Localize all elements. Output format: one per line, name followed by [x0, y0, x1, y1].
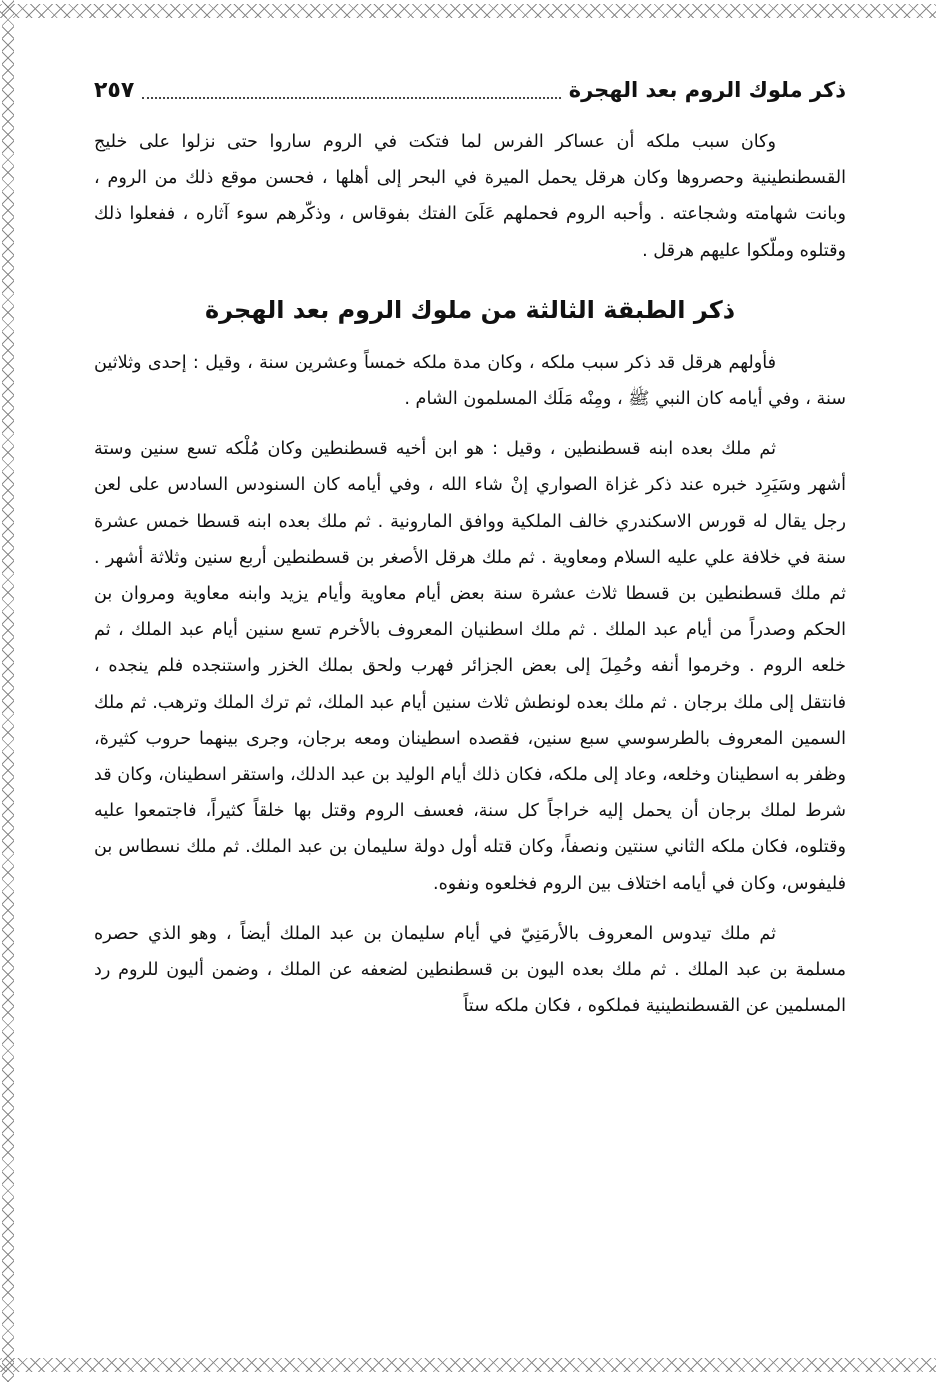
page-number: ٢٥٧ [94, 77, 135, 103]
paragraph-4: ثم ملك تيدوس المعروف بالأرمَنِيّ في أيام سليمان بن عبد الملك أيضاً ، وهو الذي حصره مسلمة بن عبد الملك . ثم ملك بعده اليون بن قسطنطين لضعفه عن الملك ، وضمن أليون للروم رد المسلمين عن القسطنطينية فملكوه ، فكان ملكه ستاً [94, 923, 846, 1017]
decorative-border-bottom [0, 1358, 936, 1372]
section-heading: ذكر الطبقة الثالثة من ملوك الروم بعد الهجرة [204, 295, 736, 324]
page-header [94, 72, 846, 108]
running-title: ذكر ملوك الروم بعد الهجرة [568, 78, 846, 102]
paragraph-2: فأولهم هرقل قد ذكر سبب ملكه ، وكان مدة ملكه خمساً وعشرين سنة ، وقيل : إحدى وثلاثين سنة ، وفي أيامه كان النبي ﷺ ، ومِنْه مَلَك المسلمون الشام . [94, 352, 846, 410]
decorative-border-top [0, 4, 936, 18]
dotted-leader [142, 81, 560, 99]
paragraph-1: وكان سبب ملكه أن عساكر الفرس لما فتكت في الروم ساروا حتى نزلوا على خليج القسطنطينية وحصروها وكان هرقل يحمل الميرة في البحر إلى أهلها ، فحسن موقع ذلك من الروم ، وبانت شهامته وشجاعته . وأحبه الروم فحملهم عَلَىَ الفتك بفوقاس ، وذكّرهم سوء آثاره ، ففعلوا ذلك وقتلوه وملّكوا عليهم هرقل . [94, 132, 846, 261]
paragraph-gap [94, 417, 846, 431]
paragraph-gap [94, 902, 846, 916]
paragraph-3: ثم ملك بعده ابنه قسطنطين ، وقيل : هو ابن أخيه قسطنطين وكان مُلْكه تسع سنين وستة أشهر وسَيَرِد خبره عند ذكر غزاة الصواري إنْ شاء الله ، وفي أيامه كان السنودس السادس على لعن رجل يقال له قورس الاسكندري خالف الملكية ووافق المارونية . ثم ملك بعده ابنه قسطا خمس عشرة سنة في خلافة علي عليه السلام ومعاوية . ثم ملك هرقل الأصغر بن قسطنطين أربع سنين وثلاثة أشهر . ثم ملك قسطنطين بن قسطا ثلاث عشرة سنة بعض أيام معاوية وأيام يزيد وابنه معاوية ومروان بن الحكم وصدراً من أيام عبد الملك . ثم ملك اسطنيان المعروف بالأخرم تسع سنين أيام عبد الملك ، ثم خلعه الروم . وخرموا أنفه وحُمِلَ إلى بعض الجزائر فهرب ولحق بملك الخزر واستنجده فلم ينجده ، فانتقل إلى ملك برجان . ثم ملك بعده لونطش ثلاث سنين أيام عبد الملك، ثم ترك الملك وترهب. ثم ملك السمين المعروف بالطرسوسي سبع سنين، فقصده اسطينان ومعه برجان، وجرى بينهما حروب كثيرة، وظفر به اسطينان وخلعه، وعاد إلى ملكه، فكان ذلك أيام الوليد بن عبد الدلك، واستقر اسطينان، وكان قد شرط لملك برجان أن يحمل إليه خراجاً كل سنة، فعسف الروم وقتل بها خلقاً كثيراً، فاجتمعوا عليه وقتلوه، فكان ملكه الثاني سنتين ونصفاً، وكان قتله أول دولة سليمان بن عبد الملك. ثم ملك نسطاس بن فليفوس، وكان في أيامه اختلاف بين الروم فخلعوه ونفوه. [94, 439, 846, 894]
page-body [94, 124, 846, 1024]
decorative-border-left [2, 0, 14, 1382]
